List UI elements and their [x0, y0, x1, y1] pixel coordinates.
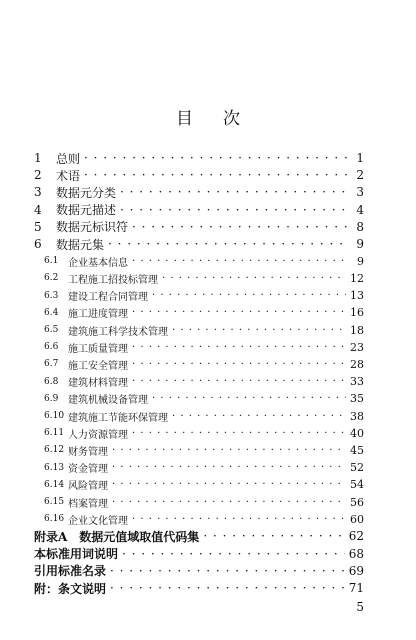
- toc-entry-title: 术语: [56, 168, 81, 183]
- toc-entry[interactable]: [0, 167, 416, 183]
- toc-entry-title: 附录A 数据元值域取值代码集: [34, 529, 200, 544]
- toc-leader-dots: [122, 547, 345, 561]
- toc-entry-page: 2: [356, 168, 364, 183]
- toc-entry[interactable]: [0, 253, 416, 269]
- toc-entry-page: 1: [356, 151, 364, 165]
- toc-entry-number: 6.6: [44, 342, 59, 353]
- toc-entry-page: 56: [350, 495, 364, 509]
- toc-entry[interactable]: [0, 236, 416, 252]
- toc-entry-title: 企业文化管理: [68, 515, 128, 527]
- toc-entry-page: 33: [350, 375, 364, 389]
- toc-entry-title: 建筑施工科学技术管理: [68, 326, 168, 338]
- toc-leader-dots: [110, 581, 345, 595]
- toc-entry[interactable]: [0, 563, 416, 579]
- toc-leader-dots: [132, 514, 346, 525]
- toc-entry-page: 69: [348, 563, 364, 578]
- toc-leader-dots: [162, 273, 346, 284]
- toc-leader-dots: [203, 529, 344, 543]
- toc-entry[interactable]: [0, 184, 416, 200]
- toc-entry-title: 建筑材料管理: [68, 378, 128, 390]
- toc-entry-title: 施工进度管理: [68, 309, 128, 321]
- toc-entry[interactable]: [0, 150, 416, 166]
- toc-leader-dots: [112, 445, 346, 456]
- toc-entry-title: 建筑施工节能环保管理: [68, 412, 168, 424]
- toc-entry[interactable]: [0, 305, 416, 321]
- toc-entry[interactable]: [0, 477, 416, 493]
- toc-entry-page: 16: [350, 306, 364, 320]
- toc-entry-title: 施工质量管理: [68, 343, 128, 355]
- toc-entry-number: 4: [34, 202, 42, 217]
- toc-entry-page: 28: [350, 357, 364, 371]
- toc-entry-number: 6.7: [44, 359, 59, 370]
- toc-leader-dots: [84, 151, 348, 165]
- toc-entry-title: 建设工程合同管理: [68, 292, 148, 304]
- toc-entry-page: 45: [350, 443, 364, 457]
- toc-entry-title: 工程施工招投标管理: [68, 274, 158, 286]
- toc-entry[interactable]: [0, 374, 416, 390]
- toc-entry-number: 6.3: [44, 290, 59, 301]
- toc-entry-title: 档案管理: [68, 498, 108, 510]
- toc-entry-page: 62: [348, 529, 364, 544]
- toc-entry[interactable]: [0, 460, 416, 476]
- toc-entry-number: 6.10: [44, 411, 65, 421]
- toc-entry-number: 6.14: [44, 479, 65, 490]
- toc-entry-number: 6.11: [44, 428, 65, 439]
- toc-entry-page: 60: [350, 512, 364, 526]
- toc-entry[interactable]: [0, 511, 416, 527]
- toc-entry-title: 风险管理: [68, 481, 108, 493]
- toc-entry[interactable]: [0, 425, 416, 441]
- toc-entry-page: 13: [350, 289, 364, 303]
- toc-entry-number: 5: [34, 219, 42, 234]
- toc-leader-dots: [112, 462, 346, 473]
- toc-entry-number: 3: [34, 185, 42, 200]
- toc-entry-page: 54: [350, 478, 364, 492]
- toc-entry[interactable]: [0, 270, 416, 286]
- toc-entry-title: 财务管理: [68, 446, 108, 458]
- toc-leader-dots: [172, 325, 346, 336]
- toc-entry[interactable]: [0, 202, 416, 218]
- toc-entry-number: 6: [34, 237, 42, 251]
- toc-entry-number: 6.5: [44, 325, 59, 335]
- toc-entry-number: 6.4: [44, 307, 59, 318]
- toc-entry-page: 35: [350, 392, 364, 406]
- toc-entry-title: 施工安全管理: [68, 360, 128, 372]
- toc-entry[interactable]: [0, 356, 416, 372]
- toc-leader-dots: [132, 307, 346, 318]
- toc-entry[interactable]: [0, 339, 416, 355]
- toc-entry-page: 4: [356, 202, 364, 217]
- toc-entry-number: 6.13: [44, 462, 65, 473]
- toc-entry[interactable]: [0, 391, 416, 407]
- toc-entry[interactable]: [0, 219, 416, 235]
- toc-entry-title: 数据元标识符: [56, 220, 129, 235]
- toc-leader-dots: [172, 411, 346, 422]
- toc-entry-title: 附：条文说明: [34, 581, 107, 596]
- toc-entry[interactable]: [0, 442, 416, 458]
- toc-entry-number: 2: [34, 168, 42, 183]
- toc-entry-number: 6.16: [44, 514, 65, 525]
- toc-entry-title: 企业基本信息: [68, 257, 128, 269]
- toc-entry[interactable]: [0, 580, 416, 596]
- page-title: 目次: [176, 109, 270, 129]
- toc-entry-page: 9: [357, 254, 364, 268]
- toc-entry-page: 40: [350, 426, 364, 440]
- toc-entry-page: 9: [356, 237, 364, 251]
- toc-entry-page: 71: [348, 581, 364, 595]
- toc-entry-number: 1: [34, 151, 42, 165]
- toc-entry[interactable]: [0, 322, 416, 338]
- toc-entry[interactable]: [0, 408, 416, 424]
- toc-leader-dots: [120, 203, 348, 217]
- toc-entry[interactable]: [0, 546, 416, 562]
- toc-leader-dots: [132, 376, 346, 387]
- toc-leader-dots: [152, 393, 346, 404]
- toc-leader-dots: [132, 359, 346, 370]
- toc-entry-page: 18: [350, 323, 364, 337]
- toc-entry-page: 12: [350, 271, 364, 285]
- page-number: 5: [356, 600, 364, 614]
- toc-entry-title: 人力资源管理: [68, 429, 128, 441]
- toc-entry-title: 引用标准名录: [34, 564, 107, 579]
- toc-entry-page: 3: [356, 185, 364, 200]
- toc-leader-dots: [110, 564, 345, 578]
- toc-entry-number: 6.15: [44, 497, 65, 507]
- toc-entry-title: 总则: [56, 151, 81, 166]
- toc-entry-title: 本标准用词说明: [34, 547, 119, 562]
- toc-entry-page: 8: [356, 219, 364, 234]
- toc-entry[interactable]: [0, 528, 416, 544]
- toc-entry-page: 52: [350, 461, 364, 475]
- toc-entry-title: 数据元分类: [56, 185, 117, 200]
- toc-leader-dots: [132, 342, 346, 353]
- toc-entry-title: 建筑机械设备管理: [68, 395, 148, 407]
- toc-entry-number: 6.1: [44, 256, 59, 267]
- toc-leader-dots: [132, 256, 348, 267]
- toc-entry-page: 23: [350, 340, 364, 354]
- toc-entry-number: 6.8: [44, 376, 59, 387]
- toc-entry[interactable]: [0, 288, 416, 304]
- toc-leader-dots: [84, 168, 348, 182]
- toc-entry-number: 6.2: [44, 273, 59, 284]
- toc-entry[interactable]: [0, 494, 416, 510]
- toc-entry-number: 6.9: [44, 393, 59, 404]
- toc-entry-page: 68: [348, 546, 364, 561]
- toc-entry-title: 资金管理: [68, 464, 108, 476]
- toc-entry-number: 6.12: [44, 445, 65, 456]
- toc-leader-dots: [112, 497, 346, 508]
- toc-leader-dots: [132, 428, 346, 439]
- toc-leader-dots: [108, 237, 348, 251]
- toc-entry-title: 数据元集: [56, 237, 105, 252]
- toc-leader-dots: [132, 220, 348, 234]
- toc-entry-title: 数据元描述: [56, 203, 117, 218]
- toc-leader-dots: [152, 290, 346, 301]
- toc-leader-dots: [112, 479, 346, 490]
- toc-entry-page: 38: [350, 409, 364, 423]
- toc-leader-dots: [120, 185, 348, 199]
